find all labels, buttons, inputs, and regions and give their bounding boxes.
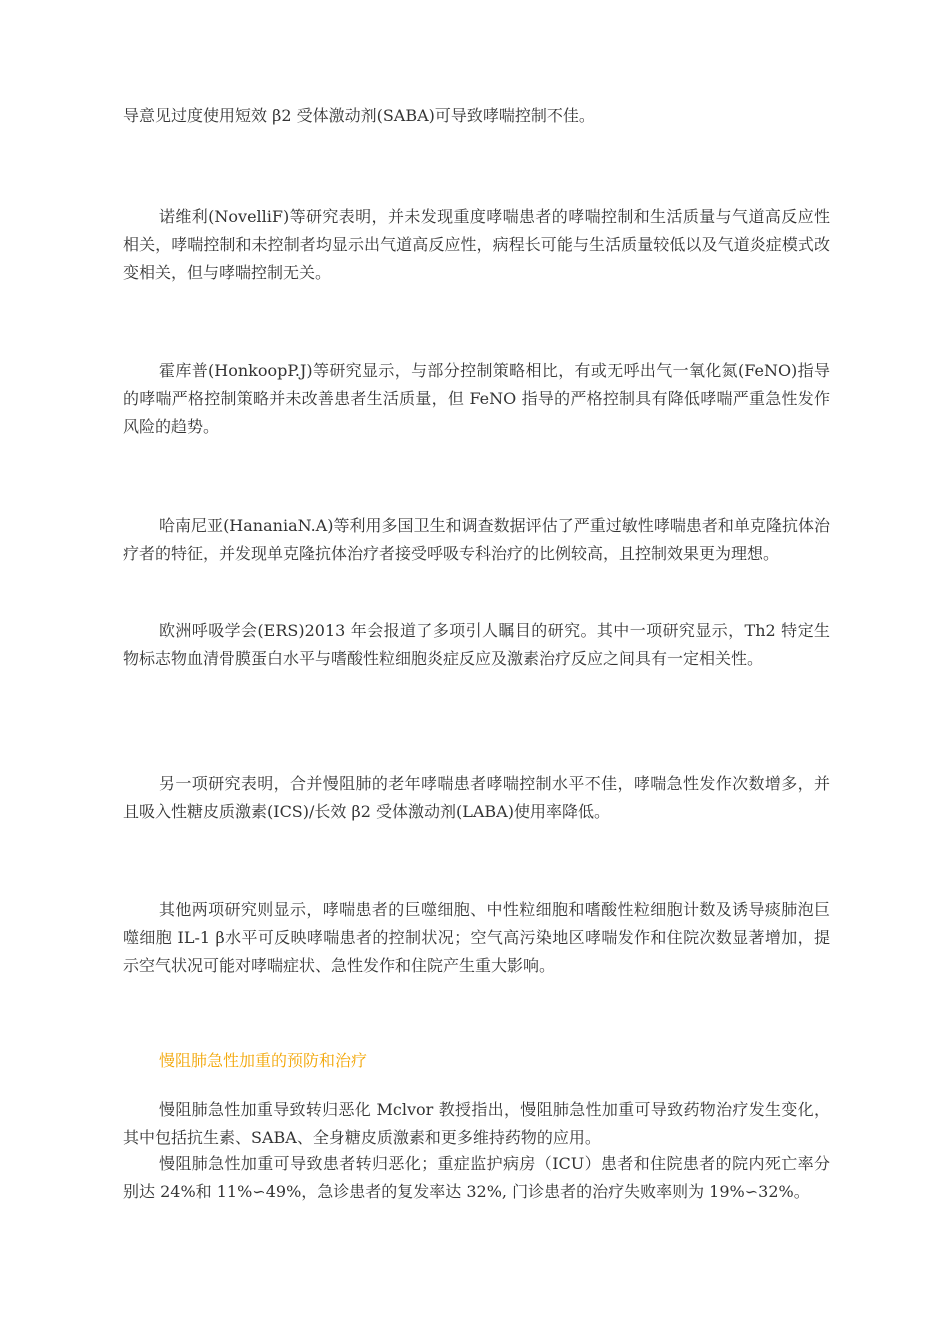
paragraph-macrophage-pollution: 其他两项研究则显示，哮喘患者的巨噬细胞、中性粒细胞和嗜酸性粒细胞计数及诱导痰肺泡巨噬细胞 IL-1 β水平可反映哮喘患者的控制状况；空气高污染地区哮喘发作和住院次数显著增加，提示空气状况可能对哮喘症状、急性发作和住院产生重大影响。 (123, 900, 830, 975)
paragraph-copd-elderly-asthma: 另一项研究表明，合并慢阻肺的老年哮喘患者哮喘控制水平不佳，哮喘急性发作次数增多，并且吸入性糖皮质激素(ICS)/长效 β2 受体激动剂(LABA)使用率降低。 (123, 774, 830, 821)
paragraph-novelli: 诺维利(NovelliF)等研究表明，并未发现重度哮喘患者的哮喘控制和生活质量与气道高反应性相关，哮喘控制和未控制者均显示出气道高反应性，病程长可能与生活质量较低以及气道炎症模式改变相关，但与哮喘控制无关。 (123, 207, 830, 282)
section-heading: 慢阻肺急性加重的预防和治疗 (159, 1051, 368, 1070)
paragraph-honkoop: 霍库普(HonkoopP.J)等研究显示，与部分控制策略相比，有或无呼出气一氧化氮(FeNO)指导的哮喘严格控制策略并未改善患者生活质量，但 FeNO 指导的严格控制具有降低哮喘严重急性发作风险的趋势。 (123, 361, 830, 436)
paragraph-hanania: 哈南尼亚(HananiaN.A)等利用多国卫生和调查数据评估了严重过敏性哮喘患者和单克隆抗体治疗者的特征，并发现单克隆抗体治疗者接受呼吸专科治疗的比例较高，且控制效果更为理想。 (123, 516, 830, 563)
paragraph-mclvor: 慢阻肺急性加重导致转归恶化 Mclvor 教授指出，慢阻肺急性加重可导致药物治疗发生变化，其中包括抗生素、SABA、全身糖皮质激素和更多维持药物的应用。 (123, 1100, 830, 1147)
paragraph-ers-2013: 欧洲呼吸学会(ERS)2013 年会报道了多项引人瞩目的研究。其中一项研究显示，Th2 特定生物标志物血清骨膜蛋白水平与嗜酸性粒细胞炎症反应及激素治疗反应之间具有一定相关性。 (123, 621, 830, 668)
paragraph-saba: 导意见过度使用短效 β2 受体激动剂(SABA)可导致哮喘控制不佳。 (123, 106, 595, 125)
paragraph-mortality: 慢阻肺急性加重可导致患者转归恶化；重症监护病房（ICU）患者和住院患者的院内死亡率分别达 24%和 11%∽49%，急诊患者的复发率达 32%, 门诊患者的治疗失败率则为 19%∽32%。 (123, 1154, 830, 1201)
